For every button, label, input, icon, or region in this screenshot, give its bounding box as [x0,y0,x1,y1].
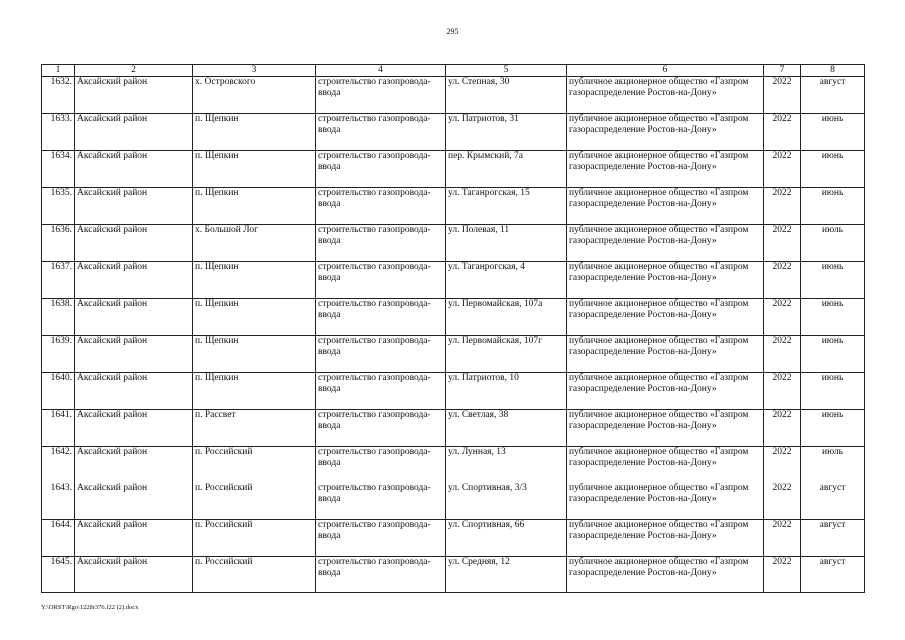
table-body [42,77,865,593]
month-cell: июнь [801,410,865,447]
district-cell: Аксайский район [75,520,193,557]
year-cell: 2022 [764,483,801,520]
table-row [42,520,865,557]
month-cell: июнь [801,336,865,373]
year-cell: 2022 [764,410,801,447]
footer-file-path: Y:\ORST\Rgo\1228r376.f22 (2).docx [41,604,139,611]
month-cell: июль [801,447,865,484]
district-cell: Аксайский район [75,225,193,262]
row-number-cell: 1636. [42,225,75,262]
organization-cell: публичное акционерное общество «Газпром газораспределение Ростов-на-Дону» [567,483,764,520]
address-cell: ул. Средняя, 12 [446,557,567,593]
year-cell: 2022 [764,520,801,557]
work-type-cell: строительство газопровода-ввода [316,151,446,188]
organization-cell: публичное акционерное общество «Газпром газораспределение Ростов-на-Дону» [567,447,764,484]
row-number-cell: 1641. [42,410,75,447]
locality-cell: п. Рассвет [193,410,316,447]
locality-cell: п. Российский [193,557,316,593]
year-cell: 2022 [764,225,801,262]
table-row [42,151,865,188]
work-type-cell: строительство газопровода-ввода [316,410,446,447]
year-cell: 2022 [764,447,801,484]
address-cell: ул. Таганрогская, 4 [446,262,567,299]
work-type-cell: строительство газопровода-ввода [316,483,446,520]
locality-cell: п. Щепкин [193,114,316,151]
month-cell: август [801,77,865,114]
row-number-cell: 1635. [42,188,75,225]
table-row [42,299,865,336]
work-type-cell: строительство газопровода-ввода [316,447,446,484]
organization-cell: публичное акционерное общество «Газпром газораспределение Ростов-на-Дону» [567,410,764,447]
row-number-cell: 1633. [42,114,75,151]
year-cell: 2022 [764,188,801,225]
registry-table [41,64,865,593]
organization-cell: публичное акционерное общество «Газпром газораспределение Ростов-на-Дону» [567,151,764,188]
address-cell: ул. Первомайская, 107г [446,336,567,373]
organization-cell: публичное акционерное общество «Газпром газораспределение Ростов-на-Дону» [567,77,764,114]
column-header: 7 [764,65,801,77]
locality-cell: п. Щепкин [193,373,316,410]
year-cell: 2022 [764,151,801,188]
locality-cell: п. Российский [193,483,316,520]
work-type-cell: строительство газопровода-ввода [316,373,446,410]
column-header: 8 [801,65,865,77]
district-cell: Аксайский район [75,188,193,225]
locality-cell: х. Большой Лог [193,225,316,262]
locality-cell: п. Российский [193,520,316,557]
table-row [42,373,865,410]
address-cell: ул. Патриотов, 31 [446,114,567,151]
work-type-cell: строительство газопровода-ввода [316,225,446,262]
address-cell: ул. Степная, 30 [446,77,567,114]
address-cell: ул. Таганрогская, 15 [446,188,567,225]
month-cell: июнь [801,188,865,225]
month-cell: июнь [801,114,865,151]
district-cell: Аксайский район [75,483,193,520]
row-number-cell: 1638. [42,299,75,336]
year-cell: 2022 [764,557,801,593]
work-type-cell: строительство газопровода-ввода [316,188,446,225]
organization-cell: публичное акционерное общество «Газпром газораспределение Ростов-на-Дону» [567,225,764,262]
column-header: 6 [567,65,764,77]
locality-cell: п. Российский [193,447,316,484]
district-cell: Аксайский район [75,262,193,299]
row-number-cell: 1639. [42,336,75,373]
work-type-cell: строительство газопровода-ввода [316,520,446,557]
table-row [42,483,865,520]
district-cell: Аксайский район [75,151,193,188]
year-cell: 2022 [764,262,801,299]
district-cell: Аксайский район [75,299,193,336]
address-cell: пер. Крымский, 7а [446,151,567,188]
page-number: 295 [446,27,459,36]
table-row [42,114,865,151]
row-number-cell: 1645. [42,557,75,593]
organization-cell: публичное акционерное общество «Газпром газораспределение Ростов-на-Дону» [567,520,764,557]
district-cell: Аксайский район [75,557,193,593]
month-cell: июнь [801,373,865,410]
table-row [42,557,865,593]
address-cell: ул. Патриотов, 10 [446,373,567,410]
header-row [42,65,865,77]
column-header: 4 [316,65,446,77]
organization-cell: публичное акционерное общество «Газпром газораспределение Ростов-на-Дону» [567,188,764,225]
organization-cell: публичное акционерное общество «Газпром газораспределение Ростов-на-Дону» [567,557,764,593]
locality-cell: х. Островского [193,77,316,114]
organization-cell: публичное акционерное общество «Газпром газораспределение Ростов-на-Дону» [567,373,764,410]
month-cell: июнь [801,262,865,299]
organization-cell: публичное акционерное общество «Газпром газораспределение Ростов-на-Дону» [567,299,764,336]
district-cell: Аксайский район [75,373,193,410]
year-cell: 2022 [764,77,801,114]
work-type-cell: строительство газопровода-ввода [316,114,446,151]
column-header: 1 [42,65,75,77]
address-cell: ул. Первомайская, 107а [446,299,567,336]
row-number-cell: 1642. [42,447,75,484]
column-header: 3 [193,65,316,77]
month-cell: август [801,557,865,593]
address-cell: ул. Спортивная, 3/3 [446,483,567,520]
locality-cell: п. Щепкин [193,262,316,299]
district-cell: Аксайский район [75,77,193,114]
row-number-cell: 1632. [42,77,75,114]
address-cell: ул. Спортивная, 66 [446,520,567,557]
year-cell: 2022 [764,299,801,336]
table-row [42,262,865,299]
month-cell: август [801,520,865,557]
month-cell: июль [801,225,865,262]
district-cell: Аксайский район [75,447,193,484]
month-cell: август [801,483,865,520]
table-row [42,225,865,262]
district-cell: Аксайский район [75,336,193,373]
work-type-cell: строительство газопровода-ввода [316,299,446,336]
organization-cell: публичное акционерное общество «Газпром газораспределение Ростов-на-Дону» [567,262,764,299]
year-cell: 2022 [764,114,801,151]
row-number-cell: 1634. [42,151,75,188]
locality-cell: п. Щепкин [193,336,316,373]
work-type-cell: строительство газопровода-ввода [316,262,446,299]
locality-cell: п. Щепкин [193,299,316,336]
address-cell: ул. Полевая, 11 [446,225,567,262]
table-row [42,447,865,484]
district-cell: Аксайский район [75,114,193,151]
table-row [42,77,865,114]
address-cell: ул. Лунная, 13 [446,447,567,484]
table-row [42,336,865,373]
column-header: 2 [75,65,193,77]
year-cell: 2022 [764,336,801,373]
district-cell: Аксайский район [75,410,193,447]
row-number-cell: 1643. [42,483,75,520]
work-type-cell: строительство газопровода-ввода [316,336,446,373]
work-type-cell: строительство газопровода-ввода [316,77,446,114]
year-cell: 2022 [764,373,801,410]
row-number-cell: 1644. [42,520,75,557]
row-number-cell: 1640. [42,373,75,410]
table-row [42,188,865,225]
address-cell: ул. Светлая, 38 [446,410,567,447]
month-cell: июнь [801,151,865,188]
locality-cell: п. Щепкин [193,151,316,188]
table-row [42,410,865,447]
organization-cell: публичное акционерное общество «Газпром газораспределение Ростов-на-Дону» [567,336,764,373]
column-header: 5 [446,65,567,77]
work-type-cell: строительство газопровода-ввода [316,557,446,593]
organization-cell: публичное акционерное общество «Газпром газораспределение Ростов-на-Дону» [567,114,764,151]
locality-cell: п. Щепкин [193,188,316,225]
row-number-cell: 1637. [42,262,75,299]
month-cell: июнь [801,299,865,336]
